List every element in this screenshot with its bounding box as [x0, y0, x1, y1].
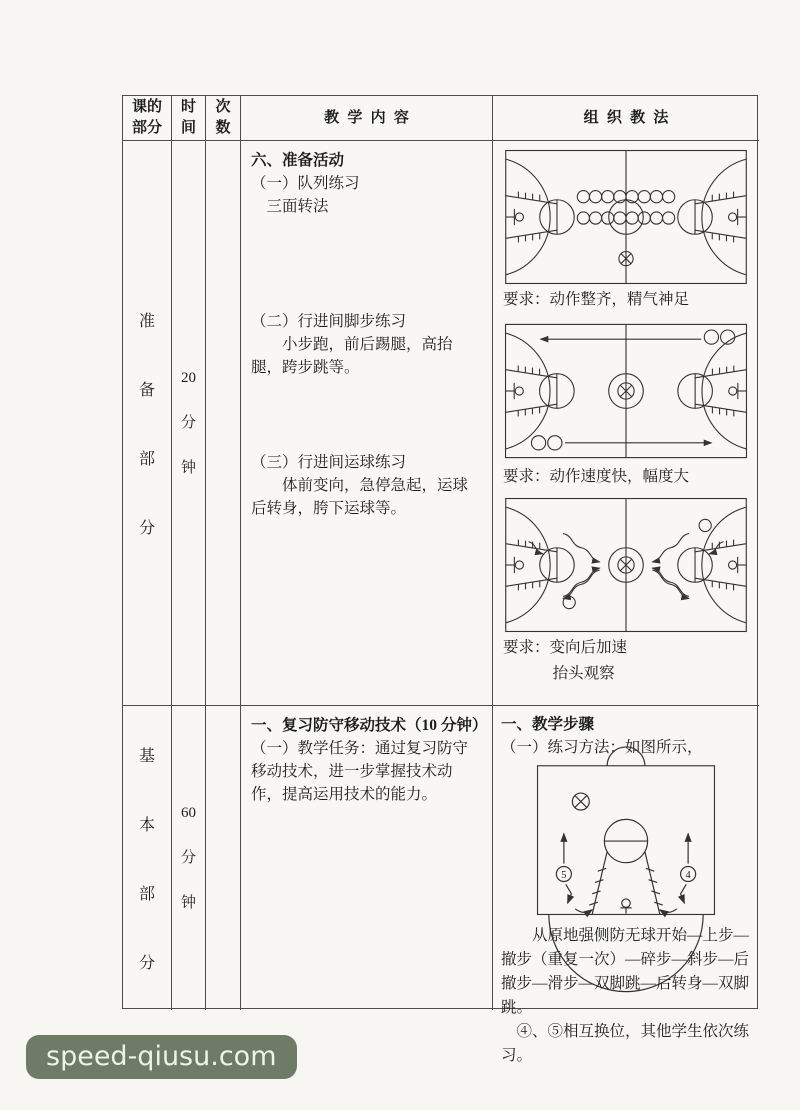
header-count: 次数 [206, 96, 241, 141]
requirement-3: 要求：变向后加速 [503, 639, 628, 656]
move-arrow-down [566, 884, 572, 903]
prep-time-value: 20 [181, 369, 196, 386]
ball-circle [699, 519, 711, 531]
basic-time-unit: 钟 [180, 894, 196, 911]
basic-part-char: 部 [138, 886, 155, 903]
basic-time-label [172, 706, 205, 1010]
basic-part-cell [123, 706, 172, 1010]
basic-time-unit: 分 [180, 849, 196, 866]
teacher-mark [572, 793, 589, 810]
prep-time-label [172, 141, 205, 705]
prep-part-label [123, 141, 171, 705]
watermark-text: speed-qiusu.com [46, 1041, 277, 1072]
method-title: 一、教学步骤 [501, 716, 595, 733]
move-arrow-down [681, 884, 687, 903]
prep-item3-sub: 体前变向，急停急起，运球后转身，胯下运球等。 [251, 477, 469, 517]
prep-part-char: 准 [138, 313, 155, 330]
header-time: 时间 [172, 96, 206, 141]
move-arrow-hook [575, 909, 592, 913]
lesson-plan-table [122, 95, 758, 1064]
prep-item3: （三）行进间运球练习 [251, 454, 407, 471]
requirement-3-line2: 抬头观察 [552, 665, 615, 682]
method-sub: （一）练习方法：如图所示， [501, 739, 703, 756]
header-part: 课的部分 [123, 96, 172, 141]
basic-time-cell [172, 706, 206, 1010]
basic-count-cell [206, 706, 241, 1010]
basic-content-cell [241, 706, 493, 1010]
prep-part-char: 部 [138, 451, 155, 468]
basic-part-char: 分 [138, 955, 155, 972]
prep-item2-sub: 小步跑，前后踢腿，高抬腿，跨步跳等。 [251, 336, 453, 376]
court-diagram-footwork-drill [504, 320, 748, 462]
court-diagram-defensive-slide [528, 762, 724, 922]
prep-content-cell [241, 141, 493, 706]
basic-method-cell [493, 706, 759, 1064]
prep-item1-sub: 三面转法 [266, 198, 329, 215]
basic-part-char: 本 [138, 817, 155, 834]
prep-item2: （二）行进间脚步练习 [251, 313, 407, 330]
court-diagram-lineup-drill [504, 149, 748, 285]
prep-item1: （一）队列练习 [251, 175, 360, 192]
player-5-label: 5 [561, 869, 567, 881]
prep-time-cell [172, 141, 206, 706]
basket-mark [622, 899, 630, 907]
prep-count-cell [206, 141, 241, 706]
move-arrow-hook [660, 909, 677, 913]
prep-time-unit: 分 [180, 414, 196, 431]
method-note: ④、⑤相互换位，其他学生依次练习。 [501, 1023, 750, 1064]
method-step-desc: 从原地强侧防无球开始—上步—撤步（重复一次）—碎步—斜步—后撤步—滑步—双脚跳—后转身—双脚跳。 [501, 927, 750, 1016]
basic-part-label [123, 706, 171, 1010]
prep-part-cell [123, 141, 172, 706]
prep-part-char: 备 [138, 382, 155, 399]
header-method: 组织教法 [493, 96, 759, 141]
basic-part-char: 基 [138, 748, 155, 765]
basic-title: 一、复习防守移动技术（10 分钟） [251, 717, 488, 734]
court-diagram-dribble-drill [504, 497, 748, 633]
requirement-1: 要求：动作整齐，精气神足 [503, 291, 690, 308]
requirement-2: 要求：动作速度快，幅度大 [503, 468, 690, 485]
prep-method-cell [493, 141, 759, 706]
basic-task: （一）教学任务：通过复习防守移动技术，进一步掌握技术动作，提高运用技术的能力。 [251, 740, 469, 803]
header-content: 教学内容 [241, 96, 493, 141]
prep-time-unit: 钟 [180, 459, 196, 476]
prep-title: 六、准备活动 [251, 152, 345, 169]
player-4-label: 4 [685, 869, 691, 881]
ball-circle [563, 596, 575, 608]
basic-time-value: 60 [181, 804, 196, 821]
watermark-badge [26, 1035, 297, 1079]
prep-part-char: 分 [138, 520, 155, 537]
